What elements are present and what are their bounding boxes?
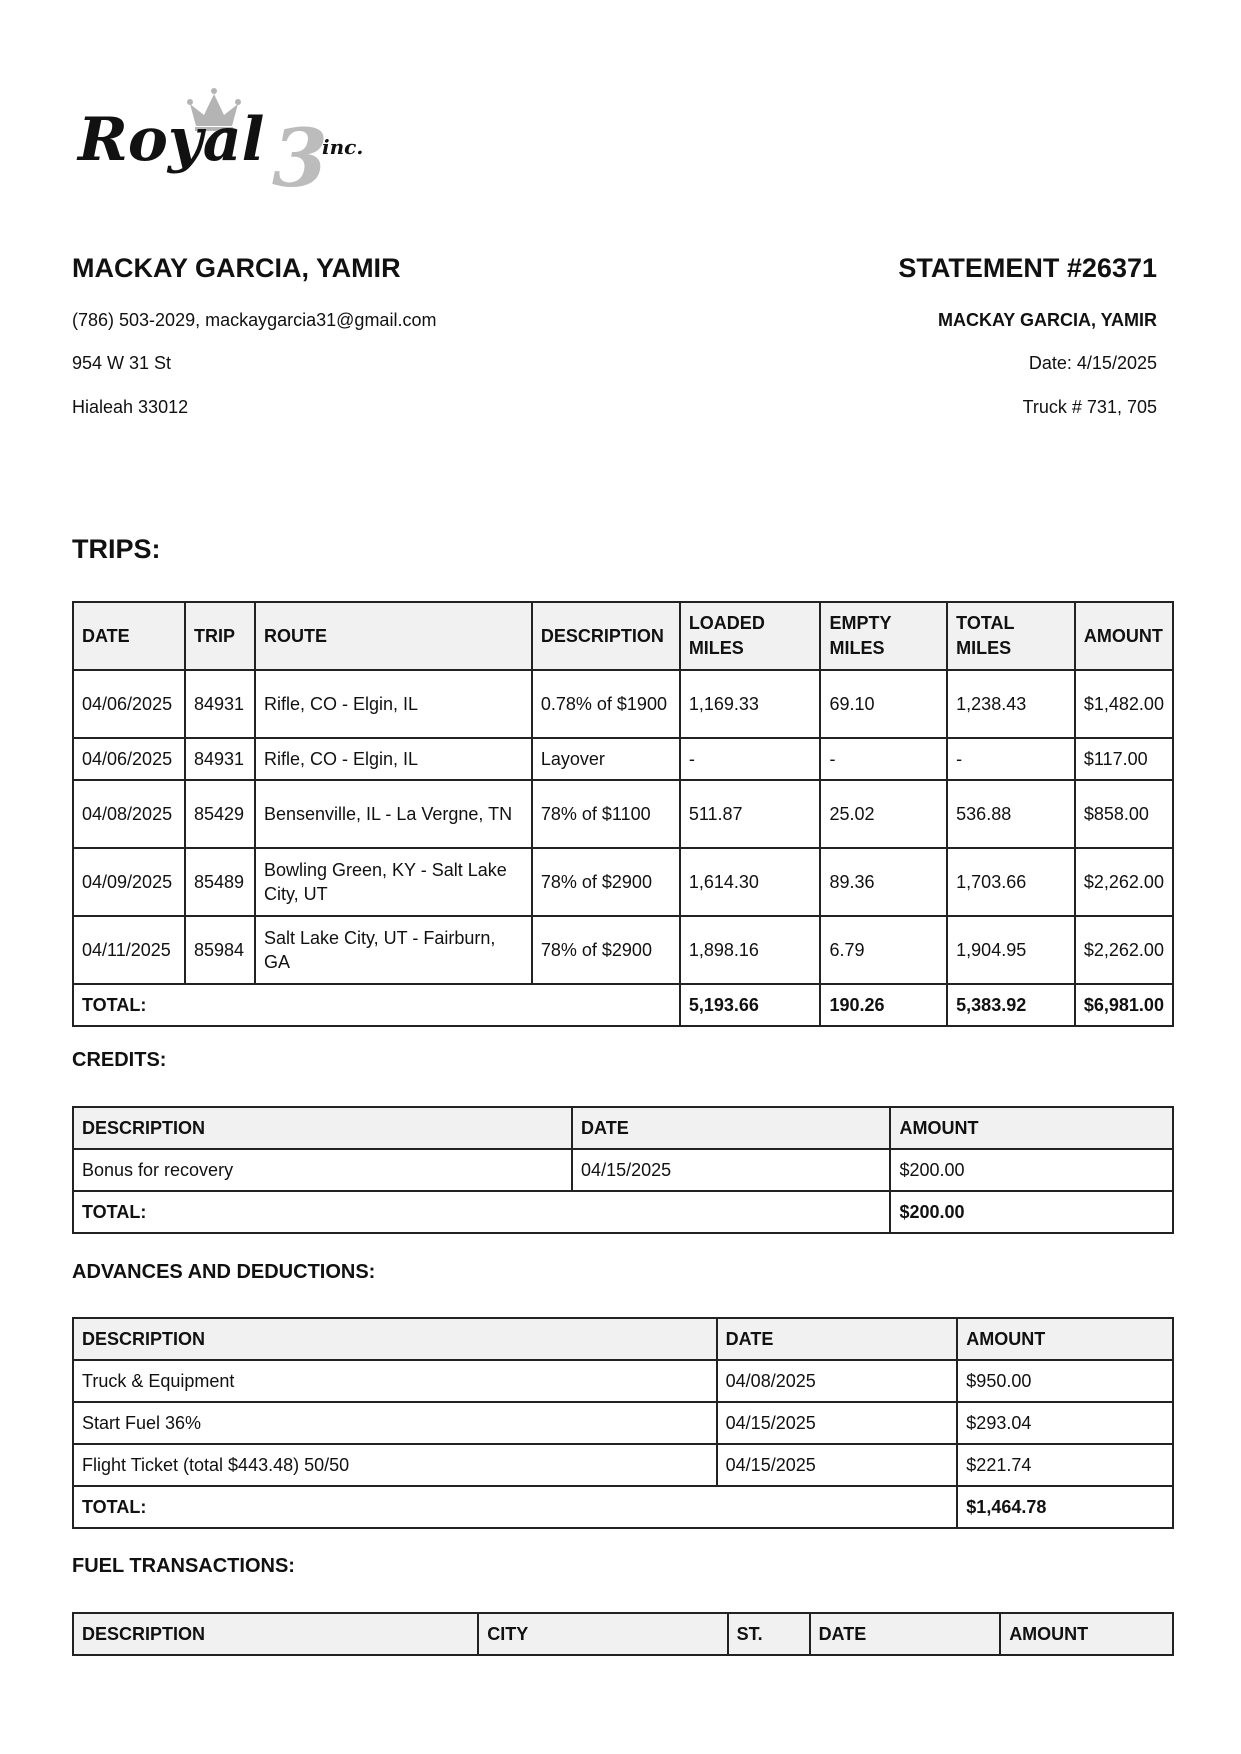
trip-number: 84931 [185,738,255,780]
deduction-date: 04/15/2025 [717,1402,958,1444]
trips-title: TRIPS: [72,534,161,564]
trip-number: 85984 [185,916,255,984]
trip-date: 04/06/2025 [73,738,185,780]
table-row [73,1149,1173,1191]
trip-date: 04/08/2025 [73,780,185,848]
trips-total-amount: $6,981.00 [1075,984,1173,1026]
trip-route: Rifle, CO - Elgin, IL [255,670,532,738]
fuel-header-city: CITY [478,1613,727,1655]
trips-total-empty-miles: 190.26 [820,984,947,1026]
deductions-total-amount: $1,464.78 [957,1486,1173,1528]
deductions-table [72,1317,1174,1529]
table-row [73,916,1173,984]
driver-address-line-2: Hialeah 33012 [72,397,189,417]
trip-total-miles: 1,904.95 [947,916,1075,984]
statement-info [898,250,1157,417]
trips-total-row [73,984,1173,1026]
trips-total-miles: 5,383.92 [947,984,1075,1026]
trips-header-description: DESCRIPTION [532,602,680,670]
credits-total-amount: $200.00 [890,1191,1173,1233]
deduction-description: Start Fuel 36% [73,1402,717,1444]
table-row [73,848,1173,916]
credits-table [72,1106,1174,1234]
driver-info [72,250,437,417]
credits-header-description: DESCRIPTION [73,1107,572,1149]
deduction-description: Truck & Equipment [73,1360,717,1402]
deduction-date: 04/08/2025 [717,1360,958,1402]
trip-number: 85489 [185,848,255,916]
trip-total-miles: 1,238.43 [947,670,1075,738]
credits-header-amount: AMOUNT [890,1107,1173,1149]
deductions-header-date: DATE [717,1318,958,1360]
trip-route: Salt Lake City, UT - Fairburn, GA [255,916,532,984]
trips-header-route: ROUTE [255,602,532,670]
deductions-header-amount: AMOUNT [957,1318,1173,1360]
trip-loaded-miles: 1,898.16 [680,916,821,984]
logo-number: 3 [272,111,328,193]
table-row [73,780,1173,848]
statement-date: Date: 4/15/2025 [1028,353,1157,373]
credits-total-row [73,1191,1173,1233]
table-row [73,738,1173,780]
trip-amount: $858.00 [1075,780,1173,848]
trip-loaded-miles: - [680,738,821,780]
trip-description: 78% of $2900 [532,848,680,916]
fuel-header-state: ST. [728,1613,810,1655]
credit-amount: $200.00 [890,1149,1173,1191]
driver-contact: (786) 503-2029, mackaygarcia31@gmail.com [72,310,437,330]
trip-description: Layover [532,738,680,780]
fuel-header-date: DATE [810,1613,1001,1655]
driver-address-line-1: 954 W 31 St [72,353,172,373]
company-logo [76,78,396,193]
table-row [73,1444,1173,1486]
credits-header-date: DATE [572,1107,890,1149]
trip-date: 04/11/2025 [73,916,185,984]
trip-total-miles: - [947,738,1075,780]
trip-route: Bowling Green, KY - Salt Lake City, UT [255,848,532,916]
trips-header-empty-miles: EMPTY MILES [820,602,947,670]
deduction-date: 04/15/2025 [717,1444,958,1486]
trips-header-date: DATE [73,602,185,670]
deductions-header-description: DESCRIPTION [73,1318,717,1360]
trip-description: 0.78% of $1900 [532,670,680,738]
table-row [73,670,1173,738]
credits-title: CREDITS: [72,1049,167,1071]
deduction-amount: $221.74 [957,1444,1173,1486]
trip-total-miles: 536.88 [947,780,1075,848]
trips-header-total-miles: TOTAL MILES [947,602,1075,670]
deductions-total-row [73,1486,1173,1528]
trip-date: 04/09/2025 [73,848,185,916]
fuel-header-amount: AMOUNT [1000,1613,1173,1655]
credits-header-row [73,1107,1173,1149]
logo-suffix: inc. [322,135,364,159]
trip-total-miles: 1,703.66 [947,848,1075,916]
trip-loaded-miles: 511.87 [680,780,821,848]
trips-total-label: TOTAL: [73,984,680,1026]
deduction-amount: $293.04 [957,1402,1173,1444]
credits-total-label: TOTAL: [73,1191,890,1233]
trips-header-row [73,602,1173,670]
deductions-header-row [73,1318,1173,1360]
trip-empty-miles: - [820,738,947,780]
statement-title: STATEMENT #26371 [898,253,1157,283]
trips-header-amount: AMOUNT [1075,602,1173,670]
deduction-description: Flight Ticket (total $443.48) 50/50 [73,1444,717,1486]
trip-number: 85429 [185,780,255,848]
trips-header-loaded-miles: LOADED MILES [680,602,821,670]
credit-date: 04/15/2025 [572,1149,890,1191]
fuel-header-row [73,1613,1173,1655]
trip-number: 84931 [185,670,255,738]
trip-amount: $2,262.00 [1075,916,1173,984]
deductions-total-label: TOTAL: [73,1486,957,1528]
trip-empty-miles: 25.02 [820,780,947,848]
fuel-header-description: DESCRIPTION [73,1613,478,1655]
trip-description: 78% of $1100 [532,780,680,848]
deductions-title: ADVANCES AND DEDUCTIONS: [72,1261,376,1283]
table-row [73,1402,1173,1444]
credit-description: Bonus for recovery [73,1149,572,1191]
deduction-amount: $950.00 [957,1360,1173,1402]
trip-route: Rifle, CO - Elgin, IL [255,738,532,780]
trip-amount: $2,262.00 [1075,848,1173,916]
table-row [73,1360,1173,1402]
fuel-title: FUEL TRANSACTIONS: [72,1555,295,1577]
trips-table [72,601,1174,1027]
trip-empty-miles: 69.10 [820,670,947,738]
driver-name: MACKAY GARCIA, YAMIR [72,253,401,283]
trip-empty-miles: 89.36 [820,848,947,916]
trips-total-loaded-miles: 5,193.66 [680,984,821,1026]
trip-date: 04/06/2025 [73,670,185,738]
trip-loaded-miles: 1,614.30 [680,848,821,916]
fuel-table [72,1612,1174,1656]
trip-amount: $1,482.00 [1075,670,1173,738]
trip-loaded-miles: 1,169.33 [680,670,821,738]
trips-header-trip: TRIP [185,602,255,670]
trip-empty-miles: 6.79 [820,916,947,984]
trip-route: Bensenville, IL - La Vergne, TN [255,780,532,848]
statement-recipient: MACKAY GARCIA, YAMIR [937,310,1157,330]
logo-wordmark: Royal [78,105,265,175]
statement-truck: Truck # 731, 705 [1022,397,1157,417]
trip-description: 78% of $2900 [532,916,680,984]
trip-amount: $117.00 [1075,738,1173,780]
